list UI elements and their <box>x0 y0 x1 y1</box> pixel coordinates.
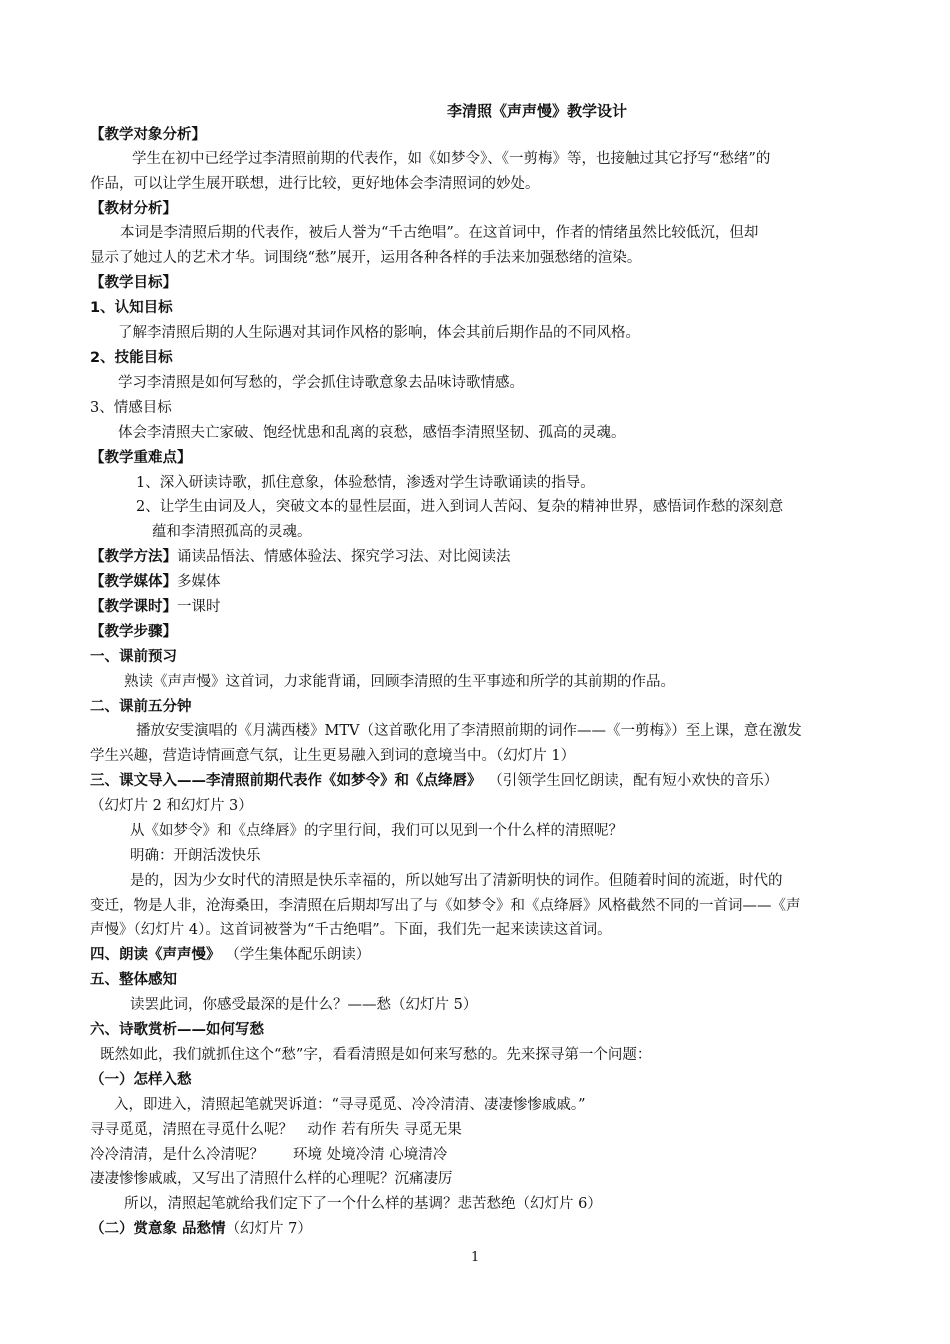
step-3-slides: （幻灯片 2 和幻灯片 3） <box>90 798 253 814</box>
heading-skill-goal: 2、技能目标 <box>90 350 173 366</box>
heading-step-2: 二、课前五分钟 <box>90 699 192 715</box>
teaching-method-label: 【教学方法】 <box>90 549 177 565</box>
teaching-method-text: 诵读品悟法、情感体验法、探究学习法、对比阅读法 <box>177 549 511 565</box>
teaching-media-label: 【教学媒体】 <box>90 574 177 590</box>
heading-teaching-steps: 【教学步骤】 <box>90 624 177 640</box>
heading-emotion-goal: 3、情感目标 <box>90 400 172 416</box>
teaching-time-text: 一课时 <box>177 599 221 615</box>
heading-step-1: 一、课前预习 <box>90 649 177 665</box>
step-2-line-2: 学生兴趣，营造诗情画意气氛，让生更易融入到词的意境当中。（幻灯片 1） <box>90 748 576 764</box>
step-3-answer: 明确：开朗活泼快乐 <box>130 848 261 864</box>
sub-2-note: （幻灯片 7） <box>225 1221 312 1237</box>
sub-2-row <box>90 1219 312 1239</box>
teaching-media <box>90 572 221 592</box>
step-3-paragraph-line-1: 是的，因为少女时代的清照是快乐幸福的，所以她写出了清新明快的词作。但随着时间的流逝，时代的 <box>130 873 783 889</box>
key-point-2: 2、让学生由词及人，突破文本的显性层面，进入到词人苦闷、复杂的精神世界，感悟词作愁的深刻意 <box>136 499 784 515</box>
student-analysis-line-2: 作品，可以让学生展开联想，进行比较，更好地体会李清照词的妙处。 <box>90 176 540 192</box>
sub-1-line-3: 冷冷清清，是什么冷清呢？ 环境 处境冷清 心境清冷 <box>90 1147 448 1163</box>
heading-material-analysis: 【教材分析】 <box>90 201 177 217</box>
step-5-text: 读罢此词，你感受最深的是什么？——愁（幻灯片 5） <box>130 997 478 1013</box>
heading-step-5: 五、整体感知 <box>90 972 177 988</box>
teaching-time-label: 【教学课时】 <box>90 599 177 615</box>
heading-sub-2: （二）赏意象 品愁情 <box>90 1221 226 1237</box>
page-number: 1 <box>471 1250 480 1265</box>
sub-1-line-2: 寻寻觅觅，清照在寻觅什么呢？ 动作 若有所失 寻觅无果 <box>90 1122 462 1138</box>
student-analysis-line-1: 学生在初中已经学过李清照前期的代表作，如《如梦令》、《一剪梅》等，也接触过其它抒写“愁绪”的 <box>132 151 771 167</box>
heading-sub-1: （一）怎样入愁 <box>90 1072 192 1088</box>
material-analysis-line-1: 本词是李清照后期的代表作，被后人誉为“千古绝唱”。在这首词中，作者的情绪虽然比较低沉，但却 <box>120 225 759 241</box>
material-analysis-line-2: 显示了她过人的艺术才华。词围绕“愁”展开，运用各种各样的手法来加强愁绪的渲染。 <box>90 250 642 266</box>
heading-step-4: 四、朗读《声声慢》 <box>90 947 221 963</box>
heading-cognitive-goal: 1、认知目标 <box>90 300 173 316</box>
step-6-intro: 既然如此，我们就抓住这个“愁”字，看看清照是如何来写愁的。先来探寻第一个问题： <box>100 1047 652 1063</box>
skill-goal-text: 学习李清照是如何写愁的，学会抓住诗歌意象去品味诗歌情感。 <box>118 375 524 391</box>
key-point-1: 1、深入研读诗歌，抓住意象，体验愁情，渗透对学生诗歌诵读的指导。 <box>136 475 595 491</box>
sub-1-line-1: 入，即进入，清照起笔就哭诉道：“寻寻觅觅、冷冷清清、凄凄惨惨戚戚。” <box>114 1097 586 1113</box>
step-3-paragraph-line-2: 变迁，物是人非，沧海桑田，李清照在后期却写出了与《如梦令》和《点绛唇》风格截然不同的一首词——《声 <box>90 898 801 914</box>
heading-student-analysis: 【教学对象分析】 <box>90 127 206 143</box>
key-point-2-cont: 蕴和李清照孤高的灵魂。 <box>152 524 312 540</box>
teaching-method <box>90 547 511 567</box>
step-3-paragraph-line-3: 声慢》（幻灯片 4）。这首词被誉为“千古绝唱”。下面，我们先一起来读读这首词。 <box>90 922 612 938</box>
sub-1-line-5: 所以，清照起笔就给我们定下了一个什么样的基调？悲苦愁绝（幻灯片 6） <box>124 1196 602 1212</box>
step-2-line-1: 播放安雯演唱的《月满西楼》MTV（这首歌化用了李清照前期的词作——《一剪梅》）至上课，意在激发 <box>136 723 802 739</box>
step-1-text: 熟读《声声慢》这首词，力求能背诵，回顾李清照的生平事迹和所学的其前期的作品。 <box>124 674 675 690</box>
document-title: 李清照《声声慢》教学设计 <box>447 102 628 120</box>
sub-1-line-4: 凄凄惨惨戚戚，又写出了清照什么样的心理呢？沉痛凄厉 <box>90 1171 453 1187</box>
heading-teaching-goals: 【教学目标】 <box>90 275 177 291</box>
step-3-note: （引领学生回忆朗读，配有短小欢快的音乐） <box>495 773 779 789</box>
heading-key-points: 【教学重难点】 <box>90 450 192 466</box>
step-3-heading-row <box>90 771 778 791</box>
teaching-media-text: 多媒体 <box>177 574 221 590</box>
heading-step-3: 三、课文导入——李清照前期代表作《如梦令》和《点绛唇》 <box>90 773 482 789</box>
step-3-question: 从《如梦令》和《点绛唇》的字里行间，我们可以见到一个什么样的清照呢？ <box>130 823 623 839</box>
teaching-time <box>90 597 221 617</box>
cognitive-goal-text: 了解李清照后期的人生际遇对其词作风格的影响，体会其前后期作品的不同风格。 <box>118 325 640 341</box>
heading-step-6: 六、诗歌赏析——如何写愁 <box>90 1022 264 1038</box>
step-4-note: （学生集体配乐朗读） <box>232 947 371 963</box>
step-4-row <box>90 945 370 965</box>
emotion-goal-text: 体会李清照夫亡家破、饱经忧患和乱离的哀愁，感悟李清照坚韧、孤高的灵魂。 <box>118 425 626 441</box>
